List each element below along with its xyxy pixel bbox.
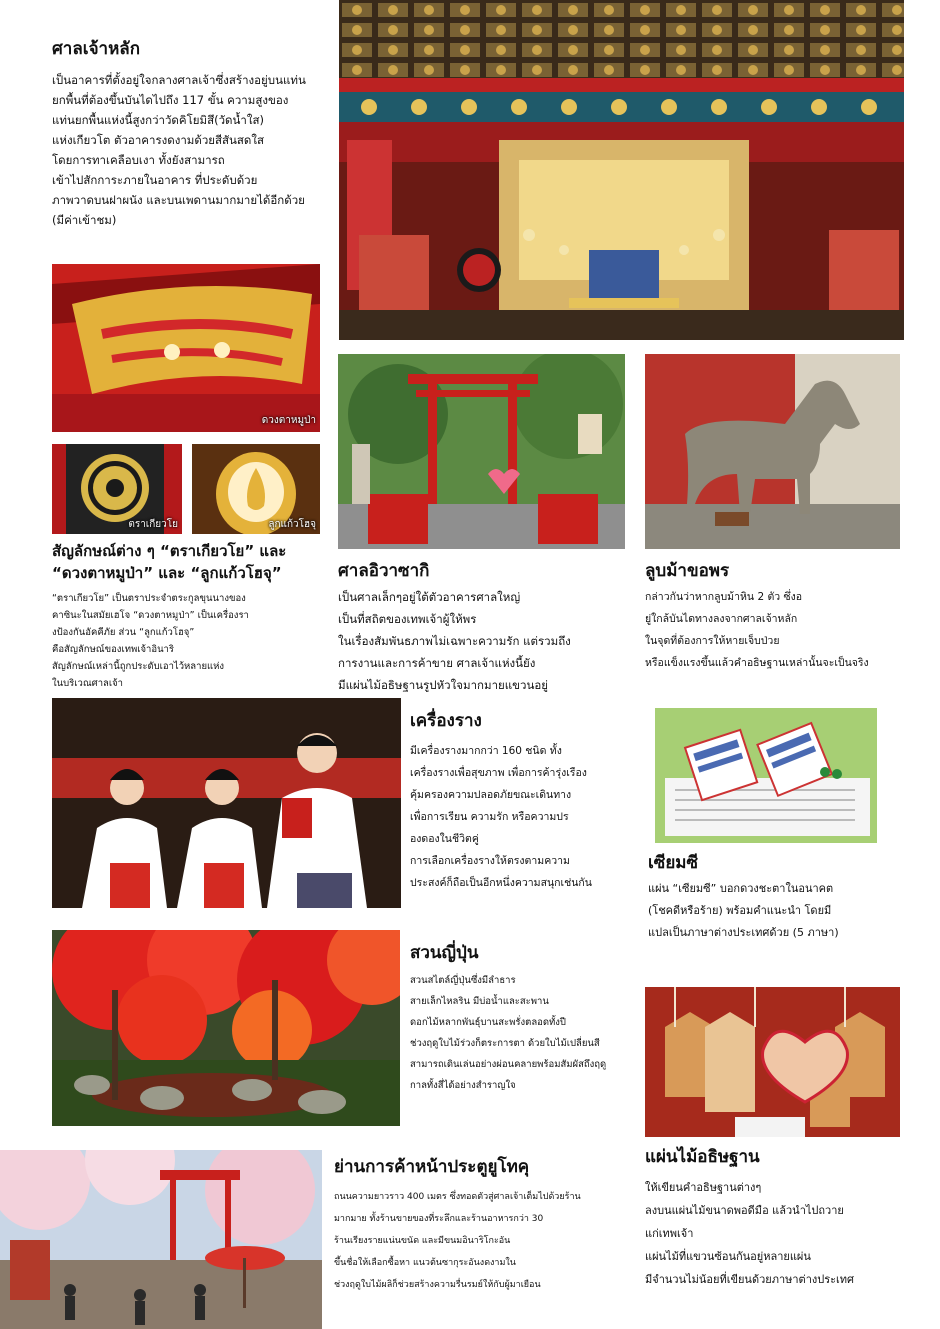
omikuji-section: [648, 852, 918, 944]
amulets-section: [410, 710, 650, 894]
main-hall-section: [52, 38, 337, 230]
symbols-body: “ตราเกียวโย” เป็นตราประจำตระกูลขุนนางของ คาซินะในสมัยเฮโจ “ดวงตาหมูป่า” เป็นเครื่องรา งป้องกันอัคคีภัย ส่วน “ลูกแก้วโฮจุ” คือสัญลักษณ์ของเทพเจ้าอินาริ สัญลักษณ์เหล่านี้ถูกประดับเอาไว้หลายแห่ง ในบริเวณศาลเจ้า: [52, 593, 249, 689]
hoju-photo: [192, 444, 320, 534]
iwasaki-title: ศาลอิวาซากิ: [338, 561, 430, 581]
iwasaki-section: [338, 560, 638, 696]
kyo-crest-caption: ตราเกียวโย: [128, 519, 178, 530]
garden-body: สวนสไตล์ญี่ปุ่นซึ่งมีลำธาร สายเล็กไหลริน มีบ่อน้ำและสะพาน ดอกไม้หลากพันธุ์บานสะพรั่งตลอดทั้งปี ช่วงฤดูใบไม้ร่วงก็ตระการตา ด้วยใบไม้เปลี่ยนสี สามารถเดินเล่นอย่างผ่อนคลายพร้อมสัมผัสถึงฤดู กาลทั้งสี่ได้อย่างสำราญใจ: [410, 975, 607, 1091]
eave-detail-photo: [52, 264, 320, 432]
garden-section: [410, 942, 645, 1096]
hoju-caption: ลูกแก้วโฮจุ: [268, 519, 316, 530]
iwasaki-body: เป็นศาลเล็กๆอยู่ใต้ตัวอาคารศาลใหญ่ เป็นที่สถิตของเทพเจ้าผู้ให้พร ในเรื่องสัมพันธภาพไม่เฉพาะความรัก แต่รวมถึง การงานและการค้าขาย ศาลเจ้าแห่งนี้ยัง มีแผ่นไม้อธิษฐานรูปหัวใจมากมายแขวนอยู่: [338, 590, 571, 692]
eave-caption: ดวงตาหมูป่า: [261, 415, 316, 426]
horse-section: [645, 560, 915, 674]
amulets-body: มีเครื่องรางมากกว่า 160 ชนิด ทั้ง เครื่องรางเพื่อสุขภาพ เพื่อการค้ารุ่งเรือง คุ้มครองความปลอดภัยขณะเดินทาง เพื่อการเรียน ความรัก หรือความปร องดองในชีวิตคู่ การเลือกเครื่องรางให้ตรงตามความ ประสงค์ก็ถือเป็นอีกหนึ่งความสนุกเช่นกัน: [410, 745, 592, 889]
ema-photo: [645, 987, 900, 1137]
horse-body: กล่าวกันว่าหากลูบม้าหิน 2 ตัว ซึ่งอ ยู่ใกล้บันไดทางลงจากศาลเจ้าหลัก ในจุดที่ต้องการให้หายเจ็บป่วย หรือแข็งแรงขึ้นแล้วคำอธิษฐานเหล่านั้นจะเป็นจริง: [645, 591, 869, 669]
horse-illustration: [645, 354, 900, 549]
ema-illustration: [645, 987, 900, 1137]
street-illustration: [0, 1150, 322, 1329]
eave-illustration: [52, 264, 320, 432]
garden-photo: [52, 930, 400, 1126]
street-photo: [0, 1150, 322, 1329]
main-hall-illustration: [339, 0, 904, 340]
ema-title: แผ่นไม้อธิษฐาน: [645, 1147, 760, 1167]
symbols-title: สัญลักษณ์ต่าง ๆ “ตราเกียวโย” และ “ดวงตาหมูป่า” และ “ลูกแก้วโฮจุ”: [52, 542, 287, 582]
street-section: [334, 1156, 634, 1296]
iwasaki-photo: [338, 354, 625, 549]
omikuji-title: เซียมซี: [648, 853, 699, 873]
omikuji-body: แผ่น “เซียมซี” บอกดวงชะตาในอนาคต (โชคดีหรือร้าย) พร้อมคำแนะนำ โดยมี แปลเป็นภาษาต่างประเทศด้วย (5 ภาษา): [648, 882, 839, 939]
main-hall-title: ศาลเจ้าหลัก: [52, 39, 140, 59]
amulets-photo: [52, 698, 401, 908]
iwasaki-illustration: [338, 354, 625, 549]
street-title: ย่านการค้าหน้าประตูยูโทคุ: [334, 1157, 530, 1177]
horse-photo: [645, 354, 900, 549]
horse-title: ลูบม้าขอพร: [645, 561, 730, 581]
main-hall-photo: [339, 0, 904, 340]
garden-title: สวนญี่ปุ่น: [410, 943, 479, 963]
garden-illustration: [52, 930, 400, 1126]
main-hall-body: เป็นอาคารที่ตั้งอยู่ใจกลางศาลเจ้าซึ่งสร้างอยู่บนแท่น ยกพื้นที่ต้องขึ้นบันไดไปถึง 117 ขั้น ความสูงของ แท่นยกพื้นแห่งนี้สูงกว่าวัดคิโยมิสึ(วัดน้ำใส) แห่งเกียวโต ตัวอาคารงดงามด้วยสีสันสดใส โดยการทาเคลือบเงา ทั้งยังสามารถ เข้าไปสักการะภายในอาคาร ที่ประดับด้วย ภาพวาดบนฝาผนัง และบนเพดานมากมายได้อีกด้วย (มีค่าเข้าชม): [52, 73, 306, 227]
amulets-illustration: [52, 698, 401, 908]
omikuji-illustration: [655, 708, 877, 843]
ema-body: ให้เขียนคำอธิษฐานต่างๆ ลงบนแผ่นไม้ขนาดพอดีมือ แล้วนำไปถวาย แก่เทพเจ้า แผ่นไม้ที่แขวนซ้อนกันอยู่หลายแผ่น มีจำนวนไม่น้อยที่เขียนด้วยภาษาต่างประเทศ: [645, 1181, 855, 1286]
street-body: ถนนความยาวราว 400 เมตร ซึ่งทอดตัวสู่ศาลเจ้าเต็มไปด้วยร้าน มากมาย ทั้งร้านขายของที่ระลึกและร้านอาหารกว่า 30 ร้านเรียงรายแน่นขนัด และมีขนมอินาริโกะอัน ขึ้นชื่อให้เลือกซื้อหา แนวต้นซากุระอันงดงามใน ช่วงฤดูใบไม้ผลิก็ช่วยสร้างความรื่นรมย์ให้กับผู้มาเยือน: [334, 1192, 581, 1290]
omikuji-photo: [655, 708, 877, 843]
kyo-crest-photo: [52, 444, 182, 534]
amulets-title: เครื่องราง: [410, 711, 482, 731]
ema-section: [645, 1146, 920, 1291]
symbols-section: [52, 540, 337, 692]
